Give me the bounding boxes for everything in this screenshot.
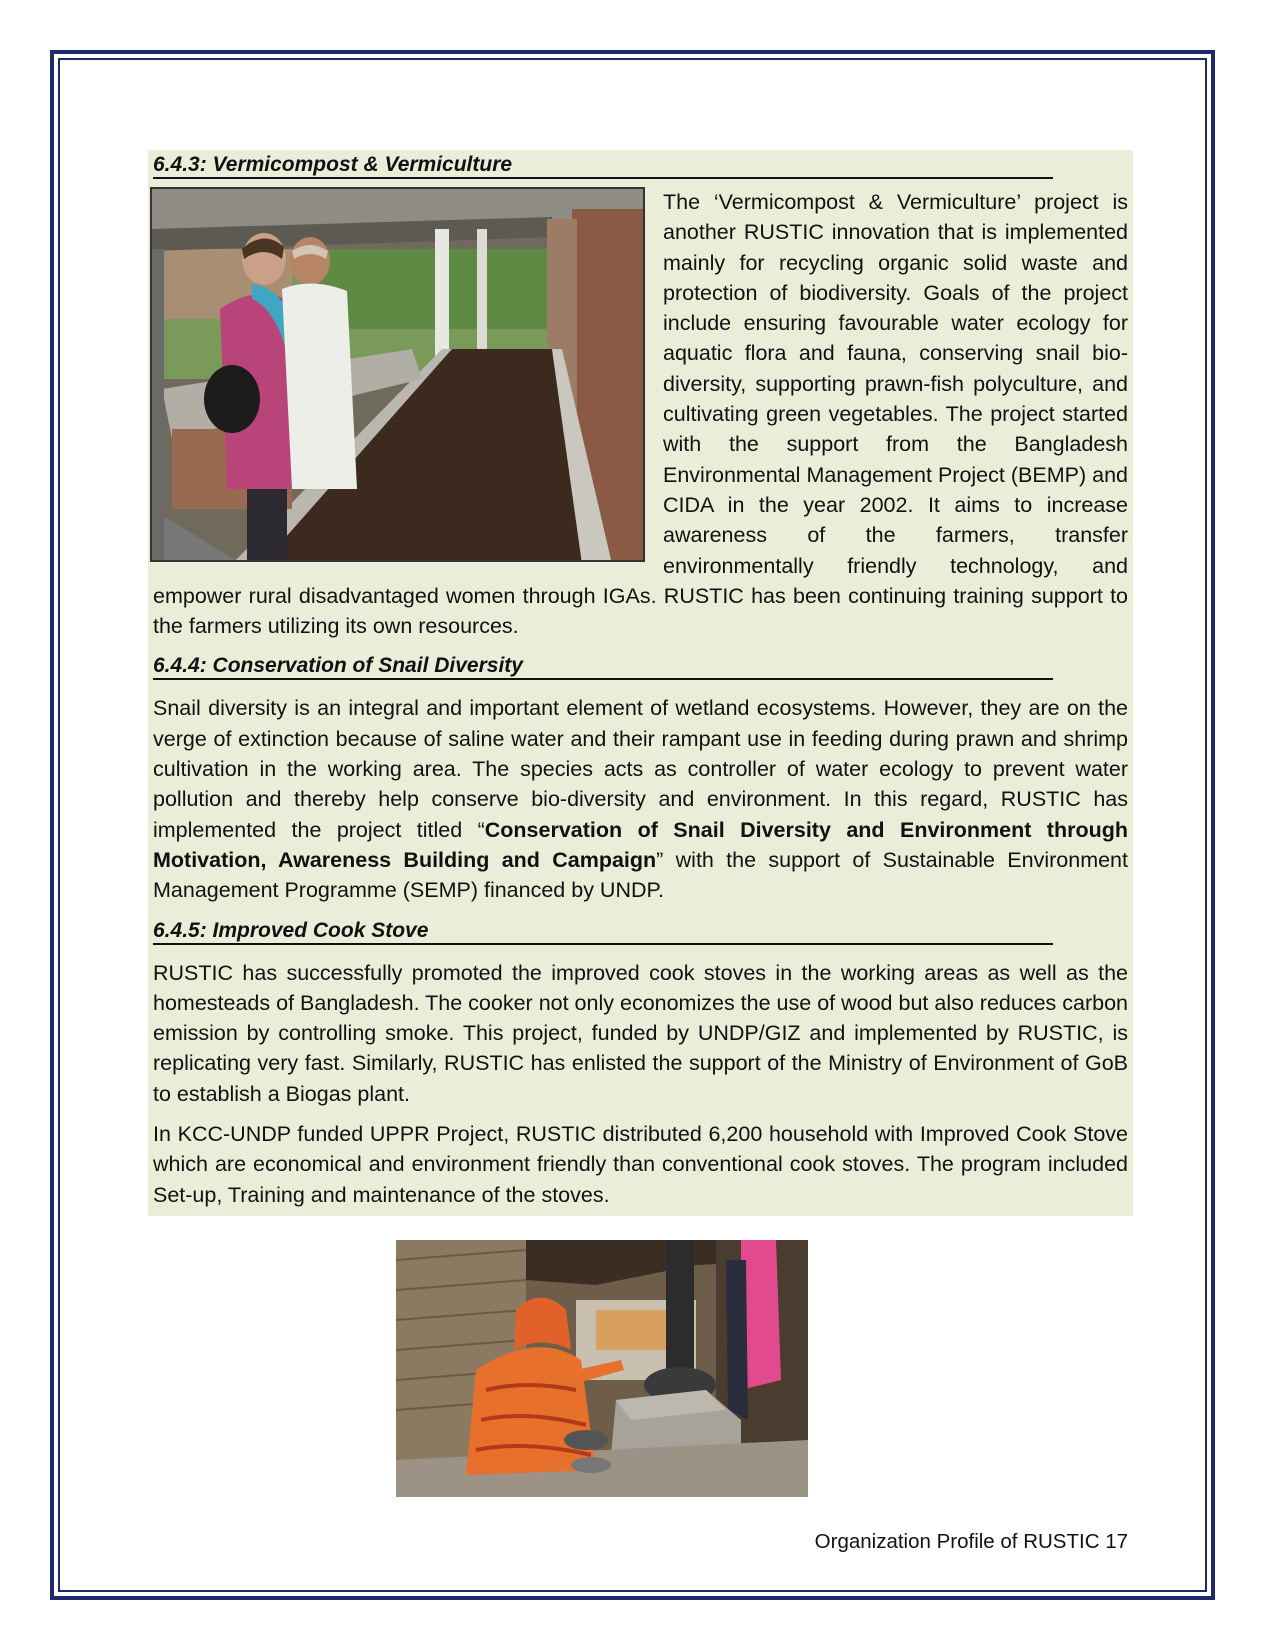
section-heading-vermicompost: 6.4.3: Vermicompost & Vermiculture <box>153 150 1053 179</box>
vermicompost-photo <box>150 187 645 562</box>
snail-paragraph <box>153 693 1128 905</box>
vermicompost-paragraph: The ‘Vermicompost & Vermiculture’ project is another RUSTIC innovation that is implemented mainly for recycling organic solid waste and protection of biodiversity. Goals of the project include ensuring favourable water ecology for aquatic flora and fauna, conserving snail bio-diversity, supporting prawn-fish polyculture, and cultivating green vegetables. The project started with the support from the Bangladesh Environmental Management Project (BEMP) and CIDA in the year 2002. It aims to increase awareness of the farmers, transfer environmentally friendly technology, and empower rural disadvantaged women through IGAs. RUSTIC has been continuing training support to the farmers utilizing its own resources. <box>153 190 1128 639</box>
cook-stove-photo <box>396 1240 808 1497</box>
content-block <box>148 150 1133 1216</box>
snail-text-pre: Snail diversity is an integral and important element of wetland ecosystems. However, they are on the verge of extinction because of saline water and their rampant use in feeding during prawn and shrimp cultivation in the working area. The species acts as controller of water ecology to prevent water pollution and thereby help conserve bio-diversity and environment. In this regard, RUSTIC has implemented the project titled “ <box>153 696 1128 842</box>
snail-text-post: ” with the support of Sustainable Environment Management Programme (SEMP) financed by UNDP. <box>153 847 1128 903</box>
section-heading-snail: 6.4.4: Conservation of Snail Diversity <box>153 651 1053 680</box>
cookstove-paragraph-1: RUSTIC has successfully promoted the improved cook stoves in the working areas as well as the homesteads of Bangladesh. The cooker not only economizes the use of wood but also reduces carbon emission by controlling smoke. This project, funded by UNDP/GIZ and implemented by RUSTIC, is replicating very fast. Similarly, RUSTIC has enlisted the support of the Ministry of Environment of GoB to establish a Biogas plant. <box>153 960 1128 1106</box>
cookstove-paragraph-2: In KCC-UNDP funded UPPR Project, RUSTIC distributed 6,200 household with Improved Cook Stove which are economical and environment friendly than conventional cook stoves. The program included Set-up, Training and maintenance of the stoves. <box>153 1122 1128 1207</box>
section-heading-cookstove: 6.4.5: Improved Cook Stove <box>153 916 1053 945</box>
page-footer: Organization Profile of RUSTIC 17 <box>814 1530 1128 1553</box>
snail-project-title: Conservation of Snail Diversity and Environment through Motivation, Awareness Building and Campaign <box>153 817 1128 872</box>
